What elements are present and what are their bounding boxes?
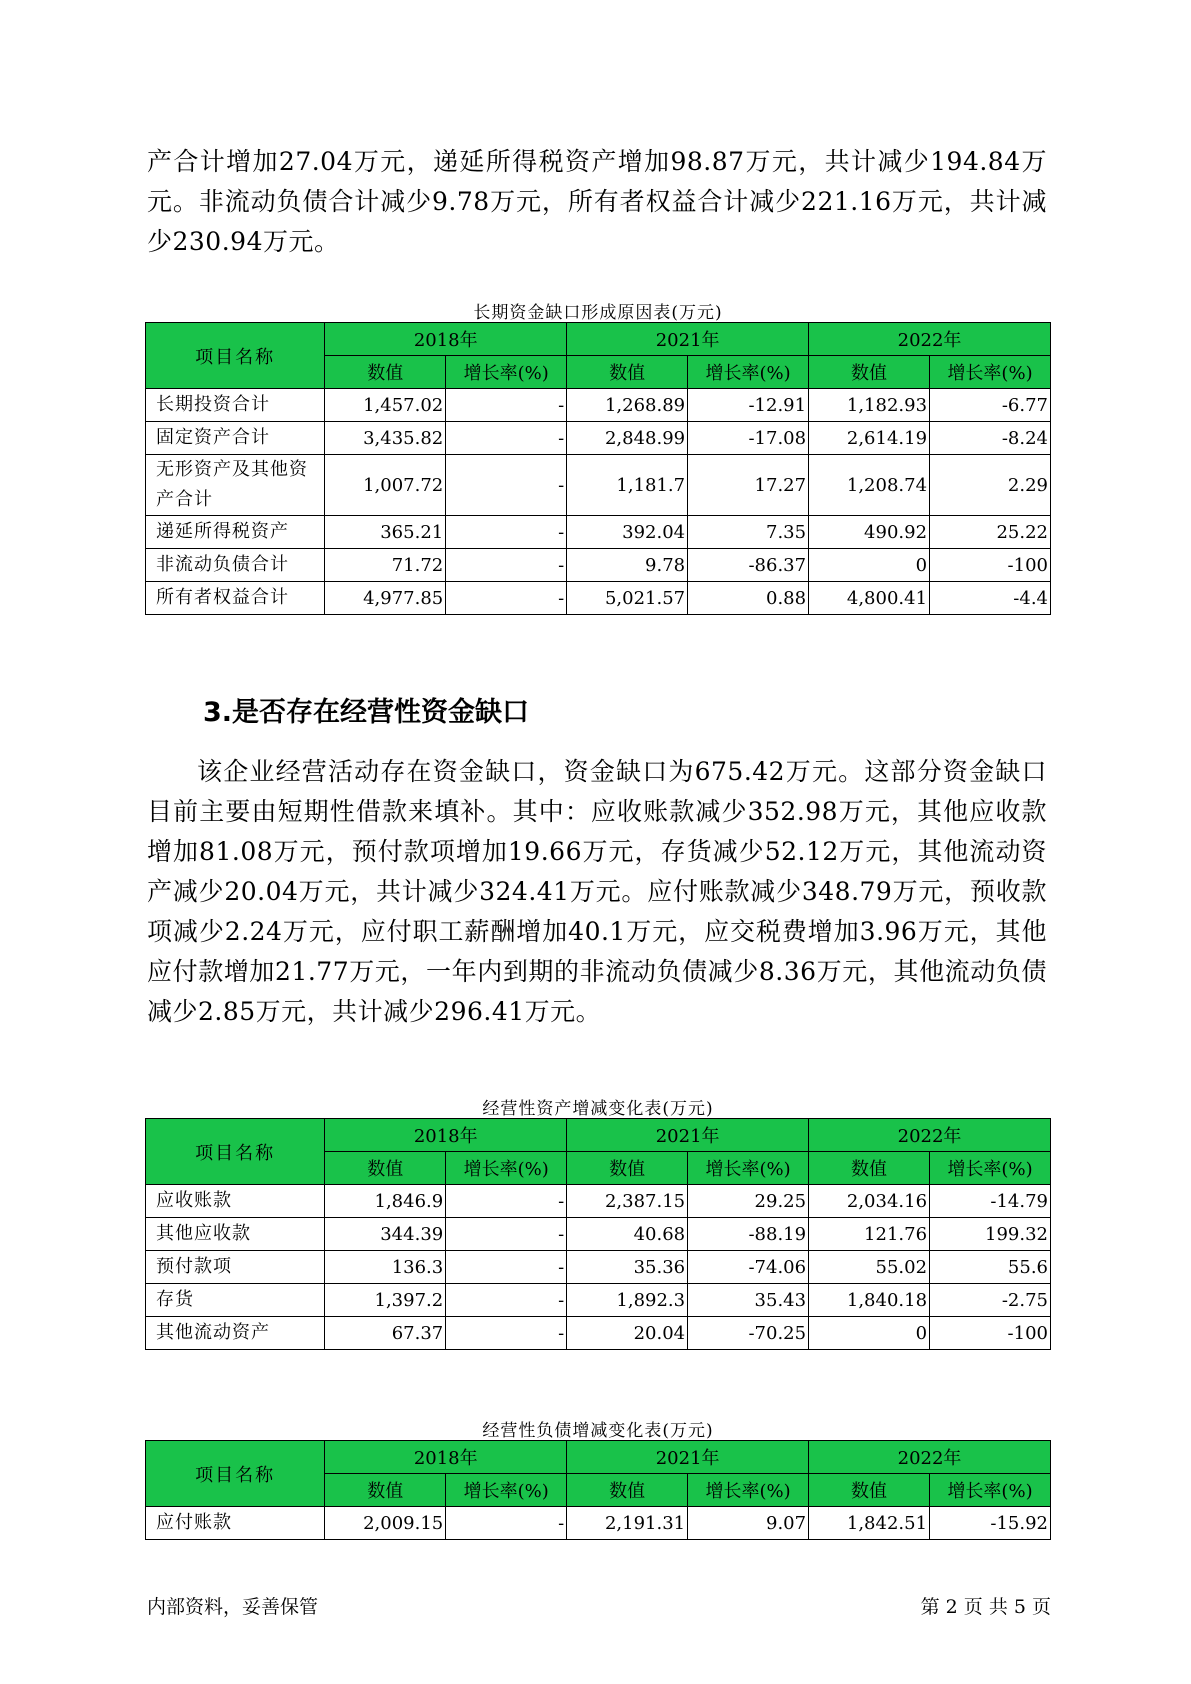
cell-growth: -2.75 xyxy=(930,1284,1051,1317)
cell-growth: 0.88 xyxy=(688,582,809,615)
cell-value: 136.3 xyxy=(325,1251,446,1284)
cell-value: 1,181.7 xyxy=(567,455,688,516)
cell-growth: - xyxy=(446,1507,567,1540)
paragraph-continued: 产合计增加27.04万元，递延所得税资产增加98.87万元，共计减少194.84万元。非流动负债合计减少9.78万元，所有者权益合计减少221.16万元，共计减少230.94万元。 xyxy=(147,147,1047,256)
header-year-2022: 2022年 xyxy=(809,323,1051,356)
cell-growth: -100 xyxy=(930,549,1051,582)
table-row xyxy=(146,1185,1051,1218)
cell-value: 1,846.9 xyxy=(325,1185,446,1218)
cell-growth: -70.25 xyxy=(688,1317,809,1350)
cell-growth: - xyxy=(446,1284,567,1317)
header-growth: 增长率(%) xyxy=(446,1474,567,1507)
cell-value: 1,842.51 xyxy=(809,1507,930,1540)
cell-growth: -15.92 xyxy=(930,1507,1051,1540)
table-row xyxy=(146,455,1051,516)
cell-value: 392.04 xyxy=(567,516,688,549)
cell-value: 2,009.15 xyxy=(325,1507,446,1540)
row-label: 存货 xyxy=(146,1284,325,1317)
row-label: 预付款项 xyxy=(146,1251,325,1284)
header-year-2021: 2021年 xyxy=(567,1119,809,1152)
header-year-2022: 2022年 xyxy=(809,1119,1051,1152)
cell-value: 344.39 xyxy=(325,1218,446,1251)
header-item-name: 项目名称 xyxy=(146,1441,325,1507)
header-value: 数值 xyxy=(809,1152,930,1185)
cell-value: 2,034.16 xyxy=(809,1185,930,1218)
header-growth: 增长率(%) xyxy=(930,1474,1051,1507)
cell-value: 1,007.72 xyxy=(325,455,446,516)
cell-growth: -12.91 xyxy=(688,389,809,422)
cell-growth: - xyxy=(446,582,567,615)
table-row xyxy=(146,389,1051,422)
cell-growth: - xyxy=(446,455,567,516)
cell-growth: -8.24 xyxy=(930,422,1051,455)
cell-growth: -100 xyxy=(930,1317,1051,1350)
cell-value: 1,182.93 xyxy=(809,389,930,422)
table-row xyxy=(146,422,1051,455)
paragraph-operating-gap: 该企业经营活动存在资金缺口，资金缺口为675.42万元。这部分资金缺口目前主要由短期性借款来填补。其中：应收账款减少352.98万元，其他应收款增加81.08万元，预付款项增加19.66万元，存货减少52.12万元，其他流动资产减少20.04万元，共计减少324.41万元。应付账款减少348.79万元，预收款项减少2.24万元，应付职工薪酬增加40.1万元，应交税费增加3.96万元，其他应付款增加21.77万元，一年内到期的非流动负债减少8.36万元，其他流动负债减少2.85万元，共计减少296.41万元。 xyxy=(147,757,1047,1026)
cell-value: 67.37 xyxy=(325,1317,446,1350)
cell-value: 2,387.15 xyxy=(567,1185,688,1218)
header-value: 数值 xyxy=(567,1152,688,1185)
cell-growth: -17.08 xyxy=(688,422,809,455)
cell-growth: -88.19 xyxy=(688,1218,809,1251)
cell-growth: 7.35 xyxy=(688,516,809,549)
cell-growth: -4.4 xyxy=(930,582,1051,615)
footer-confidential-note: 内部资料，妥善保管 xyxy=(147,1596,319,1618)
row-label: 其他流动资产 xyxy=(146,1317,325,1350)
cell-value: 20.04 xyxy=(567,1317,688,1350)
row-label: 固定资产合计 xyxy=(146,422,325,455)
table-row xyxy=(146,1251,1051,1284)
cell-growth: - xyxy=(446,1251,567,1284)
cell-value: 71.72 xyxy=(325,549,446,582)
cell-value: 40.68 xyxy=(567,1218,688,1251)
row-label: 非流动负债合计 xyxy=(146,549,325,582)
table-caption-long-term: 长期资金缺口形成原因表(万元) xyxy=(473,303,723,323)
table-operating-liabilities xyxy=(145,1440,1051,1540)
table-operating-assets xyxy=(145,1118,1051,1350)
cell-growth: - xyxy=(446,516,567,549)
header-value: 数值 xyxy=(325,356,446,389)
cell-value: 1,457.02 xyxy=(325,389,446,422)
cell-value: 365.21 xyxy=(325,516,446,549)
row-label: 其他应收款 xyxy=(146,1218,325,1251)
cell-value: 1,268.89 xyxy=(567,389,688,422)
cell-value: 1,892.3 xyxy=(567,1284,688,1317)
cell-growth: - xyxy=(446,1317,567,1350)
cell-growth: - xyxy=(446,389,567,422)
header-growth: 增长率(%) xyxy=(688,1152,809,1185)
cell-value: 9.78 xyxy=(567,549,688,582)
header-year-2021: 2021年 xyxy=(567,323,809,356)
cell-growth: - xyxy=(446,1185,567,1218)
row-label: 所有者权益合计 xyxy=(146,582,325,615)
header-growth: 增长率(%) xyxy=(688,356,809,389)
row-label: 递延所得税资产 xyxy=(146,516,325,549)
cell-value: 35.36 xyxy=(567,1251,688,1284)
cell-value: 2,848.99 xyxy=(567,422,688,455)
cell-growth: - xyxy=(446,422,567,455)
header-growth: 增长率(%) xyxy=(446,356,567,389)
table-caption-operating-liabilities: 经营性负债增减变化表(万元) xyxy=(482,1421,714,1441)
table-row xyxy=(146,549,1051,582)
table-row xyxy=(146,582,1051,615)
header-value: 数值 xyxy=(325,1474,446,1507)
header-value: 数值 xyxy=(809,356,930,389)
row-label: 无形资产及其他资产合计 xyxy=(146,455,325,516)
cell-growth: - xyxy=(446,549,567,582)
table-row xyxy=(146,516,1051,549)
cell-value: 0 xyxy=(809,1317,930,1350)
cell-growth: 55.6 xyxy=(930,1251,1051,1284)
table-caption-operating-assets: 经营性资产增减变化表(万元) xyxy=(482,1099,714,1119)
cell-value: 2,191.31 xyxy=(567,1507,688,1540)
cell-growth: -86.37 xyxy=(688,549,809,582)
cell-value: 1,397.2 xyxy=(325,1284,446,1317)
table-row xyxy=(146,1507,1051,1540)
cell-growth: -14.79 xyxy=(930,1185,1051,1218)
cell-value: 55.02 xyxy=(809,1251,930,1284)
table-long-term-funding-gap xyxy=(145,322,1051,615)
header-value: 数值 xyxy=(567,1474,688,1507)
header-value: 数值 xyxy=(325,1152,446,1185)
table-row xyxy=(146,1284,1051,1317)
cell-value: 0 xyxy=(809,549,930,582)
header-value: 数值 xyxy=(567,356,688,389)
header-year-2018: 2018年 xyxy=(325,1119,567,1152)
cell-growth: -74.06 xyxy=(688,1251,809,1284)
cell-growth: 9.07 xyxy=(688,1507,809,1540)
header-growth: 增长率(%) xyxy=(688,1474,809,1507)
cell-growth: 2.29 xyxy=(930,455,1051,516)
cell-growth: 29.25 xyxy=(688,1185,809,1218)
cell-value: 1,840.18 xyxy=(809,1284,930,1317)
row-label: 应收账款 xyxy=(146,1185,325,1218)
header-year-2018: 2018年 xyxy=(325,323,567,356)
header-year-2022: 2022年 xyxy=(809,1441,1051,1474)
cell-growth: 35.43 xyxy=(688,1284,809,1317)
header-item-name: 项目名称 xyxy=(146,1119,325,1185)
cell-value: 2,614.19 xyxy=(809,422,930,455)
cell-growth: -6.77 xyxy=(930,389,1051,422)
cell-growth: - xyxy=(446,1218,567,1251)
table-row xyxy=(146,1218,1051,1251)
table-row xyxy=(146,1317,1051,1350)
cell-value: 121.76 xyxy=(809,1218,930,1251)
header-year-2021: 2021年 xyxy=(567,1441,809,1474)
cell-growth: 25.22 xyxy=(930,516,1051,549)
page-number: 第 2 页 共 5 页 xyxy=(920,1596,1051,1618)
row-label: 应付账款 xyxy=(146,1507,325,1540)
cell-growth: 17.27 xyxy=(688,455,809,516)
row-label: 长期投资合计 xyxy=(146,389,325,422)
cell-value: 490.92 xyxy=(809,516,930,549)
section-heading: 3.是否存在经营性资金缺口 xyxy=(203,697,530,728)
header-growth: 增长率(%) xyxy=(930,356,1051,389)
cell-value: 5,021.57 xyxy=(567,582,688,615)
cell-growth: 199.32 xyxy=(930,1218,1051,1251)
cell-value: 1,208.74 xyxy=(809,455,930,516)
cell-value: 4,800.41 xyxy=(809,582,930,615)
header-growth: 增长率(%) xyxy=(446,1152,567,1185)
header-item-name: 项目名称 xyxy=(146,323,325,389)
cell-value: 3,435.82 xyxy=(325,422,446,455)
header-year-2018: 2018年 xyxy=(325,1441,567,1474)
cell-value: 4,977.85 xyxy=(325,582,446,615)
header-value: 数值 xyxy=(809,1474,930,1507)
header-growth: 增长率(%) xyxy=(930,1152,1051,1185)
